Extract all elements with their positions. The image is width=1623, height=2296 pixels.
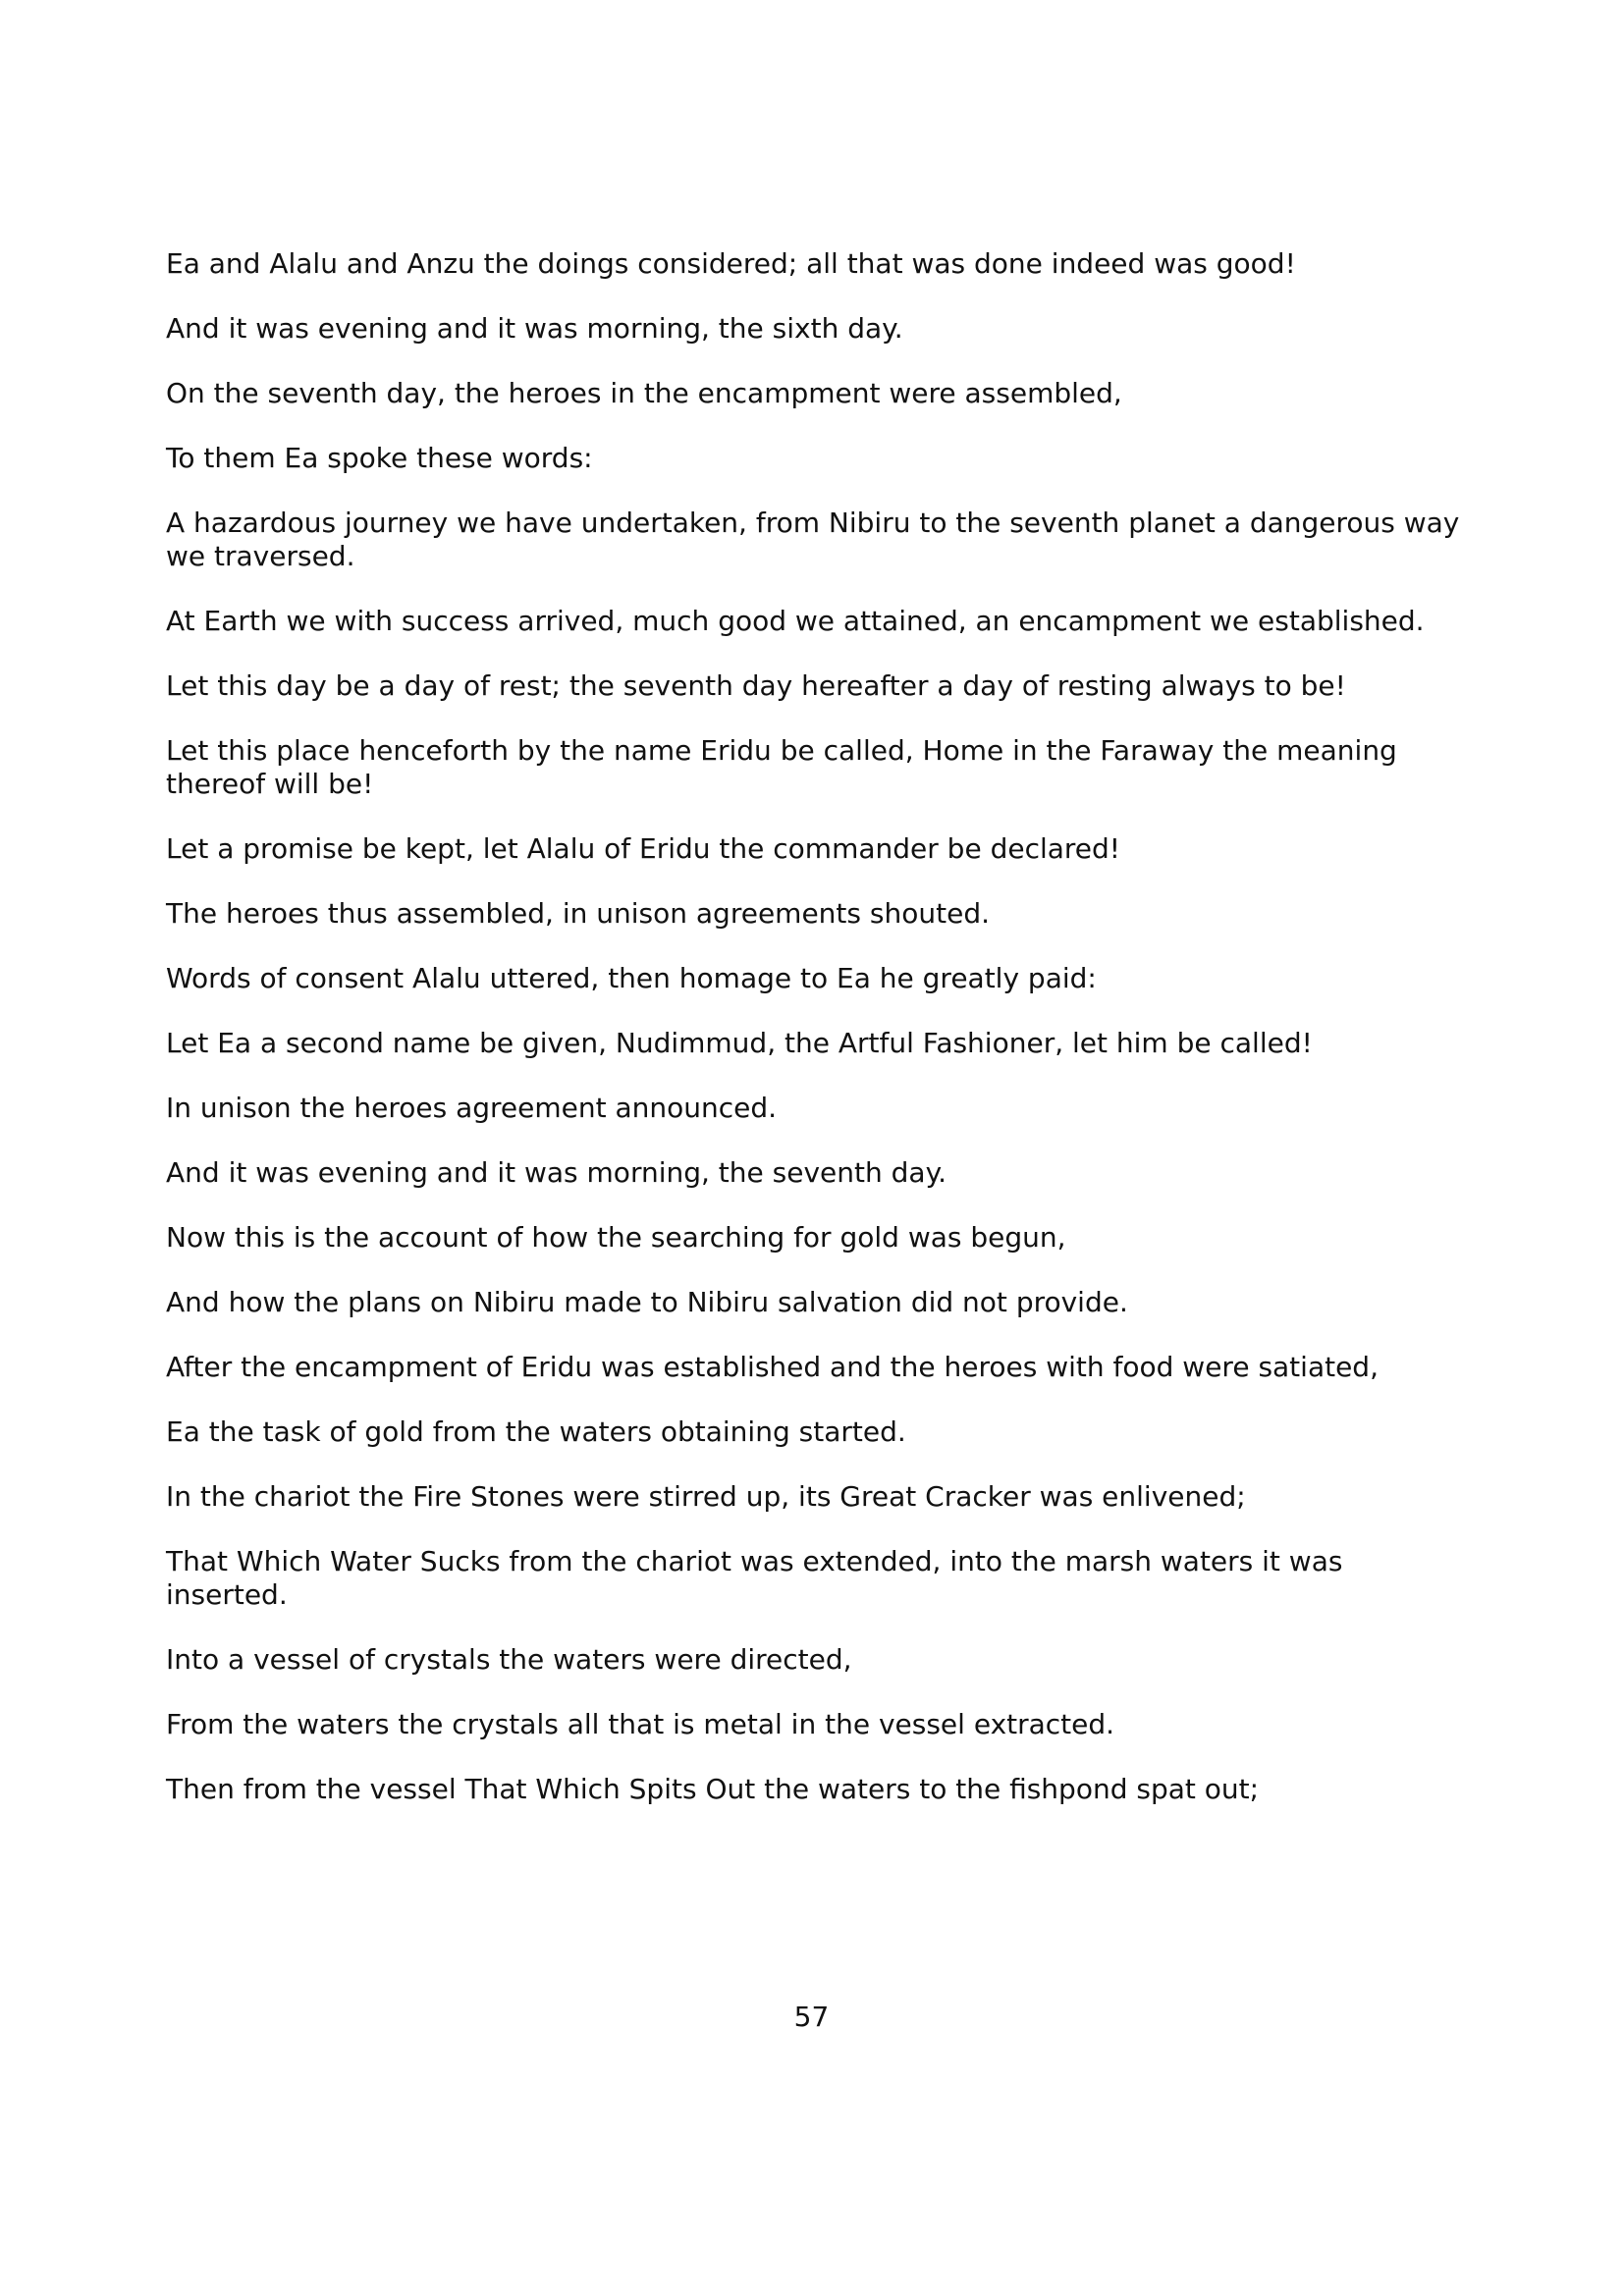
paragraph: Words of consent Alalu uttered, then homage to Ea he greatly paid:: [166, 962, 1097, 994]
paragraph: Let Ea a second name be given, Nudimmud, the Artful Fashioner, let him be called!: [166, 1027, 1313, 1059]
paragraph: And it was evening and it was morning, the sixth day.: [166, 312, 903, 345]
paragraph: In the chariot the Fire Stones were stirred up, its Great Cracker was enlivened;: [166, 1480, 1246, 1513]
paragraph: From the waters the crystals all that is metal in the vessel extracted.: [166, 1708, 1115, 1740]
paragraph: At Earth we with success arrived, much good we attained, an encampment we established.: [166, 605, 1425, 637]
paragraph: Let a promise be kept, let Alalu of Eridu the commander be declared!: [166, 832, 1121, 865]
paragraph: On the seventh day, the heroes in the encampment were assembled,: [166, 377, 1122, 409]
paragraph: In unison the heroes agreement announced.: [166, 1092, 778, 1124]
paragraph: Then from the vessel That Which Spits Out the waters to the fishpond spat out;: [166, 1773, 1260, 1805]
paragraph: Into a vessel of crystals the waters were directed,: [166, 1643, 852, 1676]
paragraph: Ea the task of gold from the waters obtaining started.: [166, 1415, 906, 1448]
paragraph: Let this day be a day of rest; the seventh day hereafter a day of resting always to be!: [166, 669, 1346, 702]
paragraph: Now this is the account of how the searching for gold was begun,: [166, 1221, 1066, 1254]
paragraph: To them Ea spoke these words:: [166, 442, 593, 474]
paragraph: Let this place henceforth by the name Eridu be called, Home in the Faraway the meaning thereof will be!: [166, 734, 1397, 800]
body-text: [166, 247, 1462, 1838]
paragraph: After the encampment of Eridu was established and the heroes with food were satiated,: [166, 1351, 1379, 1383]
paragraph: A hazardous journey we have undertaken, from Nibiru to the seventh planet a dangerous way we traversed.: [166, 507, 1460, 572]
paragraph: The heroes thus assembled, in unison agreements shouted.: [166, 897, 990, 930]
paragraph: Ea and Alalu and Anzu the doings considered; all that was done indeed was good!: [166, 247, 1296, 280]
page-number: 57: [793, 2001, 830, 2033]
paragraph: And how the plans on Nibiru made to Nibiru salvation did not provide.: [166, 1286, 1128, 1318]
paragraph: And it was evening and it was morning, the seventh day.: [166, 1156, 947, 1189]
paragraph: That Which Water Sucks from the chariot was extended, into the marsh waters it was inserted.: [166, 1545, 1343, 1611]
